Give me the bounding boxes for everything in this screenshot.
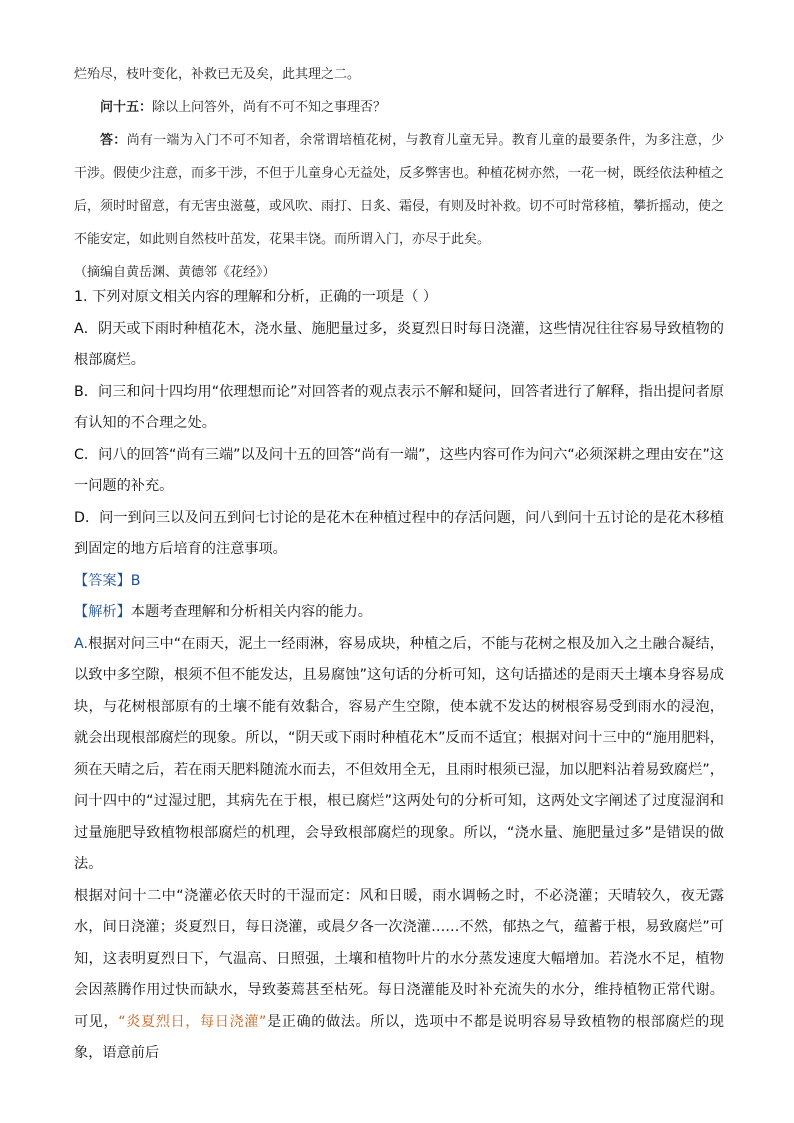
option-d: D．问一到问三以及问五到问七讨论的是花木在种植过程中的存活问题，问八到问十五讨论的是花木移植到固定的地方后培育的注意事项。 [74,509,724,557]
analysis-paragraph-1 [74,629,724,881]
analysis-para2-a: 根据对问十二中“浇灌必依天时的干湿而定：风和日暖，雨水调畅之时，不必浇灌；天晴较久，夜无露水，间日浇灌；炎夏烈日，每日浇灌，或晨夕各一次浇灌……不然，郁热之气，蕴蓄于根，易致腐烂”可知，这表明夏烈日下，气温高、日照强，土壤和植物叶片的水分蒸发速度大幅增加。若浇水不足，植物会因蒸腾作用过快而缺水，导致萎蔫甚至枯死。每日浇灌能及时补充流失的水分，维持植物正常代谢。可见， [74,887,724,1030]
answer-paragraph [74,124,724,256]
answer-label: 答： [100,133,127,148]
passage-block [74,58,724,289]
option-b: B．问三和问十四均用“依理想而论”对回答者的观点表示不解和疑问，回答者进行了解释，指出提问者原有认知的不合理之处。 [74,383,724,431]
option-a: A．阴天或下雨时种植花木，浇水量、施肥量过多，炎夏烈日时每日浇灌，这些情况往往容易导致植物的根部腐烂。 [74,320,724,368]
analysis-para1-text: 根据对问三中“在雨天，泥土一经雨淋，容易成块，种植之后，不能与花树之根及加入之土融合凝结，以致中多空隙，根须不但不能发达，且易腐蚀”这句话的分析可知，这句话描述的是雨天土壤本身容易成块，与花树根部原有的土壤不能有效黏合，容易产生空隙，使本就不发达的树根容易受到雨水的浸泡，就会出现根部腐烂的现象。所以，“阴天或下雨时种植花木”反而不适宜；根据对问十三中的“施用肥料，须在天晴之后，若在雨天肥料随流水而去，不但效用全无，且雨时根须已湿，加以肥料沾着易致腐烂”，问十四中的“过湿过肥，其病先在于根，根已腐烂”这两处句的分析可知，这两处文字阐述了过度湿润和过量施肥导致植物根部腐烂的机理，会导致根部腐烂的现象。所以，“浇水量、施肥量过多”是错误的做法。 [74,635,724,872]
answer-value: B [130,572,141,589]
question-stem: 1. 下列对原文相关内容的理解和分析，正确的一项是（ ） [74,289,438,305]
answer-tag: 【答案】 [74,572,131,589]
analysis-paragraph-2 [74,881,724,1070]
analysis-intro [74,597,724,629]
option-c: C．问八的回答“尚有三端”以及问十五的回答“尚有一端”，这些内容可作为问六“必须深耕之理由安在”这一问题的补充。 [74,446,724,494]
q15-label: 问十五： [100,100,153,115]
analysis-para2-highlight: “炎夏烈日，每日浇灌” [118,1013,267,1030]
q15-text: 除以上问答外，尚有不可不知之事理否？ [152,100,387,115]
answer-line [74,566,724,598]
source-citation: （摘编自黄岳渊、黄德邻《花经》） [74,265,276,280]
analysis-para2-c: 是正确的做法。所以，选项中不都是说明容易导致植物的根部腐烂的现象，语意前后 [74,1013,724,1061]
analysis-a-prefix: A. [74,635,88,652]
analysis-intro-text: 本题考查理解和分析相关内容的能力。 [130,604,372,620]
analysis-tag: 【解析】 [74,604,131,620]
passage-line: 烂殆尽，枝叶变化，补救已无及矣，此其理之二。 [74,67,361,82]
answer-text: 尚有一端为入门不可不知者，余常谓培植花树，与教育儿童无异。教育儿童的最要条件，为多注意，少干涉。假使少注意，而多干涉，不但于儿童身心无益处，反多弊害也。种植花树亦然，一花一树，既经依法种植之后，须时时留意，有无害虫滋蔓，或风吹、雨打、日炙、霜侵，有则及时补救。切不可时常移植，攀折摇动，使之不能安定，如此则自然枝叶茁发，花果丰饶。而所谓入门，亦尽于此矣。 [74,133,725,247]
question-fifteen [74,91,724,124]
question-block [74,282,724,1070]
